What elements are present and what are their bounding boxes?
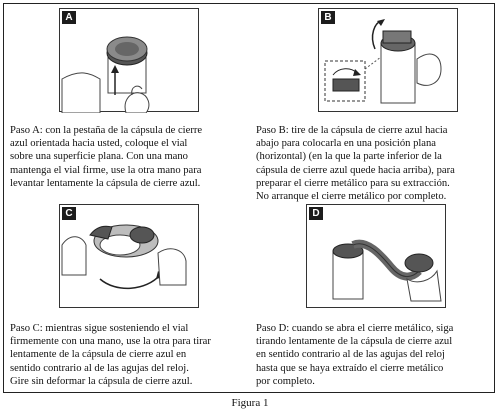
vial-cap-twist-drawing: [60, 205, 200, 309]
panel-a: [4, 4, 250, 199]
step-label-b: B: [321, 11, 335, 24]
step-text-d: Paso D: cuando se abra el cierre metálico, siga tirando lentamente de la cápsula de cierre azul en sentido contrario al de las agujas del reloj hasta que se haya extraído el cierre metálico por completo.: [256, 323, 454, 387]
illustration-b: [318, 8, 458, 112]
panel-d: [250, 200, 496, 395]
illustration-d: [306, 204, 446, 308]
step-text-a: Paso A: con la pestaña de la cápsula de cierre azul orientada hacia usted, coloque el vial sobre una superficie plana. Con una mano mantenga el vial firme, use la otra mano para levantar lentamente la cápsula de cierre azul.: [10, 125, 203, 189]
figure-caption: Figura 1: [231, 397, 269, 409]
vial-cap-flat-drawing: [319, 9, 459, 113]
panel-b: [250, 4, 496, 203]
panel-c: [4, 200, 250, 395]
illustration-a: [59, 8, 199, 112]
vial-seal-removal-drawing: [307, 205, 447, 309]
step-label-c: C: [62, 207, 76, 220]
step-text-b: Paso B: tire de la cápsula de cierre azul hacia abajo para colocarla en una posición plana (horizontal) (en la que la parte inferior de la cápsula de cierre azul quede hacia arriba), para preparar el cierre metálico para su extracción. No arranque el cierre metálico por completo.: [256, 125, 455, 203]
vial-cap-lift-drawing: [60, 9, 200, 113]
step-label-a: A: [62, 11, 76, 24]
illustration-c: [59, 204, 199, 308]
step-text-c: Paso C: mientras sigue sosteniendo el vial firmemente con una mano, use la otra para tirar lentamente de la cápsula de cierre azul en sentido contrario al de las agujas del reloj. Gire sin deformar la cápsula de cierre azul.: [10, 323, 211, 387]
step-label-d: D: [309, 207, 323, 220]
